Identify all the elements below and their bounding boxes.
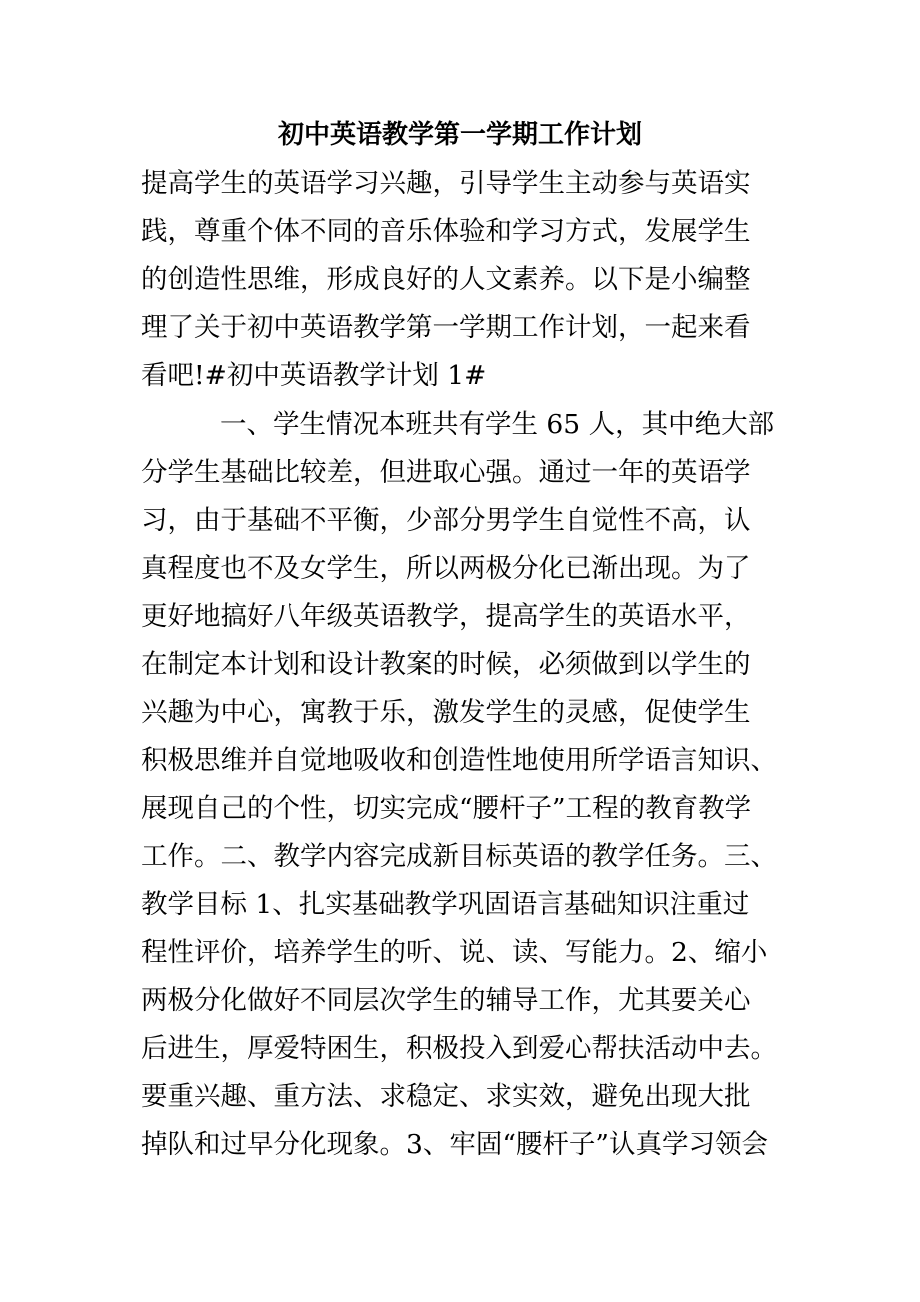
text-line: 践，尊重个体不同的音乐体验和学习方式，发展学生 bbox=[141, 216, 751, 247]
text-line: 展现自己的个性，切实完成“腰杆子”工程的教育教学 bbox=[141, 793, 752, 824]
text-line: 一、学生情况本班共有学生 65 人，其中绝大部 bbox=[220, 409, 775, 440]
text-line: 分学生基础比较差，但进取心强。通过一年的英语学 bbox=[141, 457, 751, 488]
text-line: 看吧!#初中英语教学计划 1# bbox=[141, 360, 487, 391]
text-line: 的创造性思维，形成良好的人文素养。以下是小编整 bbox=[141, 264, 751, 295]
text-line: 更好地搞好八年级英语教学，提高学生的英语水平， bbox=[141, 601, 751, 632]
text-line: 积极思维并自觉地吸收和创造性地使用所学语言知识、 bbox=[141, 745, 777, 776]
text-line: 程性评价，培养学生的听、说、读、写能力。2、缩小 bbox=[141, 937, 768, 968]
text-line: 理了关于初中英语教学第一学期工作计划，一起来看 bbox=[141, 312, 751, 343]
text-line: 真程度也不及女学生，所以两极分化已渐出现。为了 bbox=[141, 553, 751, 584]
text-line: 两极分化做好不同层次学生的辅导工作，尤其要关心 bbox=[141, 985, 751, 1016]
text-line: 在制定本计划和设计教案的时候，必须做到以学生的 bbox=[141, 649, 751, 680]
text-line: 要重兴趣、重方法、求稳定、求实效，避免出现大批 bbox=[141, 1081, 751, 1112]
text-line: 提高学生的英语学习兴趣，引导学生主动参与英语实 bbox=[141, 168, 751, 199]
text-line: 习，由于基础不平衡，少部分男学生自觉性不高，认 bbox=[141, 505, 751, 536]
text-line: 掉队和过早分化现象。3、牢固“腰杆子”认真学习领会 bbox=[141, 1129, 768, 1160]
text-line: 兴趣为中心，寓教于乐，激发学生的灵感，促使学生 bbox=[141, 697, 751, 728]
document-title: 初中英语教学第一学期工作计划 bbox=[277, 120, 642, 150]
text-line: 后进生，厚爱特困生，积极投入到爱心帮扶活动中去。 bbox=[141, 1033, 777, 1064]
text-line: 教学目标 1、扎实基础教学巩固语言基础知识注重过 bbox=[141, 889, 750, 920]
text-line: 工作。二、教学内容完成新目标英语的教学任务。三、 bbox=[141, 841, 777, 872]
